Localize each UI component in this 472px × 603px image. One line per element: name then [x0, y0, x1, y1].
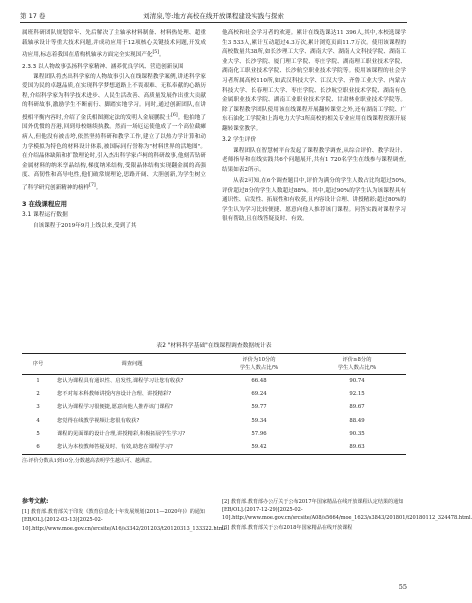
header-score-10: 评价为10分的 学生人数占比/% — [239, 357, 279, 371]
paragraph: 从表2可知,在6个调查题目中,评价为满分的学生人数占比均超过50%,评价超过8分的学生人数超过88%。其中,超过90%的学生认为该课程具有通识性、启发性、拓展性和有收获,且内容设计合理、讲授精彩;超过80%的学生认为学习比较便捷、愿意向他人推荐该门课程。问答实践对课程学习很有帮助,且在线答疑及时、有效。 — [222, 178, 406, 223]
section-heading-2-3-3: 2.3.3 以人物故事弘扬科学家精神、涵养优良学风、营造创新氛围 — [22, 63, 184, 70]
row-value-8: 92.15 — [349, 391, 365, 398]
reference-item: [1] 教育部.教育部关于印发《教育信息化十年发展规划(2011—2020年)》的通知[EB/OL].(2012-03-13)[2025-02-10].http://www.moe.gov.cn/srcsite/A16/s3342/201203/t20120313_133322.html. — [22, 509, 227, 532]
paragraph: 自该课程于2019年9月上线以来,受到了其 — [33, 223, 137, 230]
row-index: 1 — [36, 378, 40, 384]
section-heading-3-2: 3.2 学生评价 — [222, 137, 257, 144]
citation: [5] — [152, 50, 160, 56]
paragraph-text: 课程团队将杰出科学家的人物故事引入在线课程教学案例,讲述科学家爱国为民的卓越品质,在实现科学梦想道路上不畏艰难、无私奉献的心路历程,介绍科学家为科学技术进步、人民生活改善、高质量发展作出重大贡献的科研故事,激励学生不断前行、脚踏实地学习。同时,通过创新团队,在讲授相平衡内容时,介绍了金氏相图测定法的发明人金展鹏院士 — [22, 73, 206, 121]
paragraph-text: 属班科研团队规划常年、先后解决了主轴承材料制备、材料热处理、超重载轴承设计等重大技术问题,并成功应用于12项核心关键技术问题,开发成功应用,标志着我国在盾构机轴承方面完全实现国产化 — [22, 30, 206, 59]
volume-label: 第 17 卷 — [20, 12, 46, 20]
citation: [7] — [89, 183, 96, 189]
references-left — [22, 498, 227, 534]
row-question: 您觉得在线教学视频让您很有收获? — [57, 417, 140, 424]
row-index: 5 — [36, 430, 40, 437]
reference-item: [2] 教育部.教育部办公厅关于公布2017年国家精品在线开放课程认定结果的通知[EB/OL].(2017-12-29)[2025-02-10].http://www.moe.gov.cn/srcsite/A08/s5664/moe_1623/s3843/201801/t20180112_324478.html. — [222, 499, 472, 522]
right-column — [222, 29, 406, 227]
row-question: 您认为课程具有通识性、启发性,课程学习让您有收获? — [57, 378, 184, 384]
row-value-8: 89.63 — [349, 444, 365, 451]
running-title: 刘清泉,等:地方高校在线开放课程建设实践与探索 — [143, 12, 284, 20]
table-row — [22, 441, 406, 455]
row-index: 4 — [36, 417, 40, 424]
table-header-row — [22, 354, 406, 375]
paragraph — [22, 73, 206, 194]
table-caption: 表2 "材料科学基础"在线课程调查数据统计表 — [156, 343, 272, 349]
section-heading-3-1: 3.1 课程运行数据 — [22, 212, 68, 219]
left-column — [22, 29, 206, 233]
punctuation: 。 — [159, 52, 165, 59]
paragraph: 课程团队在智慧树平台发起了课程教学调查,从综合评价、教学设计、老师指导和在线实践共6个问题展开,共有1 720名学生在线参与课程调查,结果如表2所示。 — [222, 147, 406, 173]
row-question: 您认为本校教师答疑及时、有效,助您在课程学习? — [57, 444, 173, 451]
row-value-10: 69.24 — [251, 391, 267, 398]
row-question: 您认为课程学习很便捷,愿意向他人推荐该门课程? — [57, 404, 173, 411]
row-question: 您不对每本科教师讲授内容设计合理、讲授精彩? — [57, 391, 172, 398]
paragraph: 他高校和社会学习者的欢迎。累计在线选课达11 396人,其中,本校选课学生3 533人,累计互动超过4.3万次,累计浏览页面11.7万次。使用该课程的高校数量共38所,如长沙理工大学、湖南大学、湖南人文科技学院、湖南工业大学、长沙学院、厦门理工学院、枣庄学院、湖南理工职业技术学院、湖南化工职业技术学院、长沙航空职业技术学院等。使用该课程的社会学习者所属高校110所,如武汉科技大学、江汉大学、齐鲁工业大学、内蒙古科技大学、长春理工大学、枣庄学院、长沙航空职业技术学院、湖南有色金属职业技术学院、湖南工业职业技术学院、甘肃林业职业技术学院等。除了课程教学团队使用该在线课程开展翻转课堂之外,还有湖南工学院、广东石油化工学院和上海电力大学3所高校的相关专业应用在线课程资源开展翻转课堂教学。 — [222, 30, 406, 132]
row-question: 课程的见面课的设计合理,讲授精彩,积极拓展学生学习? — [57, 430, 186, 437]
row-value-8: 89.67 — [349, 404, 365, 411]
row-index: 3 — [36, 404, 40, 411]
running-header — [20, 10, 407, 22]
survey-table — [22, 353, 406, 455]
row-value-8: 90.74 — [349, 378, 365, 384]
table-row — [22, 401, 406, 414]
table-row — [22, 415, 406, 428]
citation: [6] — [171, 113, 178, 119]
paragraph — [22, 29, 206, 61]
table-row — [22, 428, 406, 441]
header-score-8: 评价≥8分的 学生人数占比/% — [337, 357, 377, 371]
table-row — [22, 388, 406, 401]
header-index: 序号 — [32, 361, 44, 367]
header-rule — [20, 22, 407, 23]
page-number: 55 — [398, 583, 407, 591]
paragraph-text: 。他拍地了国外优惯的吾港,回到母校继续执教。然而一场厄运使他成了一个高位截瘫病人,但他没有被击垮,依然坚持科研和教学工作,建立了以热力学计算和动力学模拟为特色的材料设计体系,被国际同行誉称为"材料世界的活地图"。在介绍晶体缺陷和扩散理论时,引入杰出科学家卢柯的科研故事,他刻苦钻研金属材料的纳米孪晶结构,梯度纳米结构,受限晶体结构实现翻金属的高强度、高韧性和高导电性,他们破常规理论,思路开阔、大胆创新,为学生树立了科学研究创新精神的榜样 — [22, 114, 206, 191]
reference-item: [3] 教育部.教育部关于公布2018年国家精品在线开放课程 — [222, 524, 353, 531]
references-title: 参考文献: — [22, 498, 49, 505]
section-heading-3: 3 在线课程应用 — [22, 200, 68, 209]
header-question: 调查问题 — [121, 361, 143, 367]
row-value-10: 66.48 — [251, 378, 267, 384]
row-value-10: 59.34 — [251, 417, 267, 424]
row-value-10: 59.42 — [251, 444, 267, 451]
row-index: 2 — [36, 391, 40, 398]
row-value-8: 88.49 — [349, 417, 365, 424]
survey-table-block — [22, 340, 406, 464]
table-row — [22, 375, 406, 389]
punctuation: 。 — [95, 184, 102, 191]
row-value-8: 90.35 — [349, 430, 365, 437]
row-index: 6 — [36, 444, 40, 451]
table-note: 注:评价分数从1到10分,分数越高表明学生越认可、越满意。 — [22, 458, 155, 465]
row-value-10: 59.77 — [251, 404, 267, 411]
row-value-10: 57.96 — [251, 430, 267, 437]
references-right — [222, 498, 472, 533]
